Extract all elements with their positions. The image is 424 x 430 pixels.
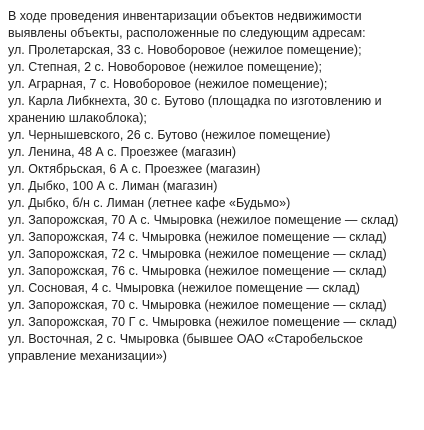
address-item: ул. Дыбко, 100 А с. Лиман (магазин): [8, 179, 218, 193]
address-item: ул. Чернышевского, 26 с. Бутово (нежилое помещение): [8, 128, 331, 142]
address-item: ул. Запорожская, 74 с. Чмыровка (нежилое помещение — склад): [8, 230, 387, 244]
intro-paragraph: В ходе проведения инвентаризации объектов недвижимости выявлены объекты, расположенные по следующим адресам:: [8, 9, 366, 40]
address-item: ул. Октябрьская, 6 А с. Проезжее (магазин): [8, 162, 261, 176]
address-item: ул. Запорожская, 76 с. Чмыровка (нежилое помещение — склад): [8, 264, 387, 278]
address-item: ул. Пролетарская, 33 с. Новоборовое (нежилое помещение);: [8, 43, 362, 57]
document-body: [8, 8, 414, 365]
address-item: ул. Аграрная, 7 с. Новоборовое (нежилое помещение);: [8, 77, 328, 91]
address-list: [8, 42, 414, 365]
address-item: ул. Запорожская, 72 с. Чмыровка (нежилое помещение — склад): [8, 247, 387, 261]
address-item: ул. Восточная, 2 с. Чмыровка (бывшее ОАО «Старобельское управление механизации»): [8, 332, 363, 363]
address-item: ул. Карла Либкнехта, 30 с. Бутово (площадка по изготовлению и хранению шлакоблока);: [8, 94, 382, 125]
address-item: ул. Степная, 2 с. Новоборовое (нежилое помещение);: [8, 60, 322, 74]
address-item: ул. Сосновая, 4 с. Чмыровка (нежилое помещение — склад): [8, 281, 360, 295]
address-item: ул. Дыбко, б/н с. Лиман (летнее кафе «Будьмо»): [8, 196, 291, 210]
address-item: ул. Ленина, 48 А с. Проезжее (магазин): [8, 145, 237, 159]
address-item: ул. Запорожская, 70 с. Чмыровка (нежилое помещение — склад): [8, 298, 387, 312]
address-item: ул. Запорожская, 70 А с. Чмыровка (нежилое помещение — склад): [8, 213, 399, 227]
address-item: ул. Запорожская, 70 Г с. Чмыровка (нежилое помещение — склад): [8, 315, 397, 329]
